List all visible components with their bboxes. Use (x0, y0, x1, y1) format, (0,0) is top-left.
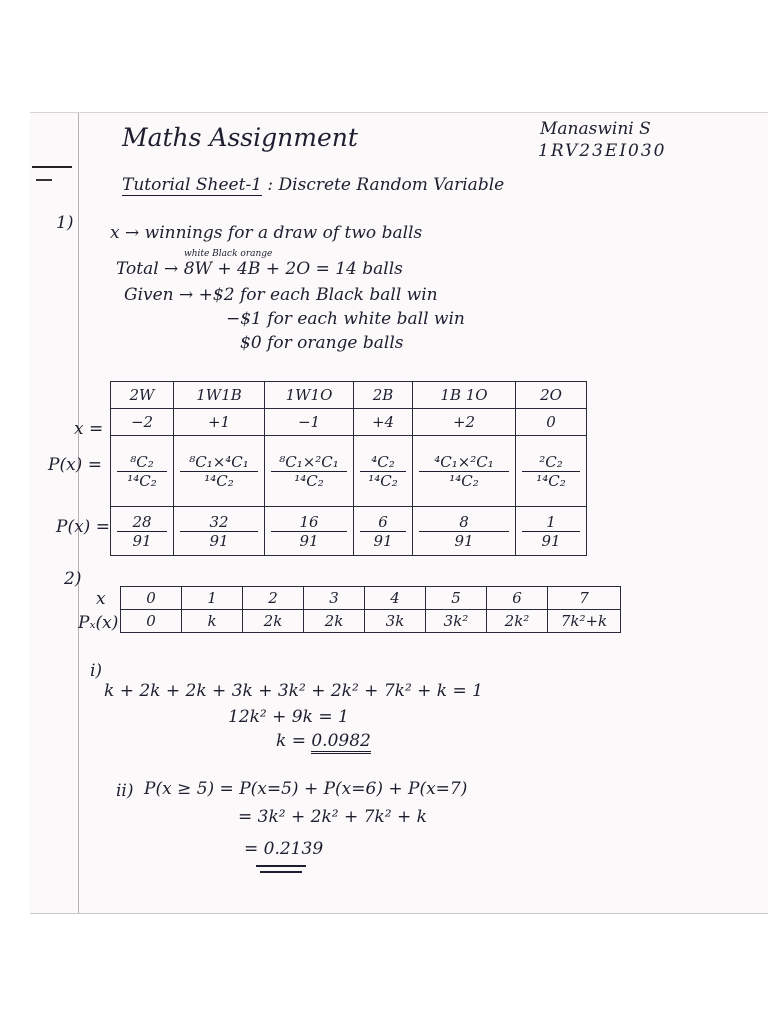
formula-numerator: ²C₂ (522, 453, 580, 472)
equation-substitution: = 3k² + 2k² + 7k² + k (238, 807, 427, 827)
x-value-cell: 0 (121, 587, 182, 610)
probability-denominator: 91 (454, 531, 474, 550)
probability-numerator: 8 (419, 513, 509, 532)
probability-cell (413, 507, 516, 556)
x-value-cell: 4 (365, 587, 426, 610)
probability-numerator: 16 (271, 513, 347, 532)
formula-denominator: ¹⁴C₂ (536, 471, 566, 490)
formula-denominator: ¹⁴C₂ (449, 471, 479, 490)
table-row (111, 382, 587, 409)
x-value-cell: 1 (182, 587, 243, 610)
outcome-cell: 1W1B (174, 382, 265, 409)
formula-numerator: ⁴C₂ (360, 453, 406, 472)
q1-given: Given → +$2 for each Black ball win (124, 285, 438, 305)
x-value-cell: 3 (304, 587, 365, 610)
q1-white-rule: −$1 for each white ball win (226, 309, 465, 329)
probability-cell (265, 507, 354, 556)
probability-denominator: 91 (373, 531, 393, 550)
probability-cell (111, 507, 174, 556)
q1-ball-colors-annotation: white Black orange (184, 249, 273, 259)
table-row (111, 409, 587, 436)
p-value-cell: 3k (365, 610, 426, 633)
notebook-page (30, 112, 768, 914)
x-value-cell: 7 (548, 587, 621, 610)
formula-cell (174, 436, 265, 507)
p-value-cell: 0 (121, 610, 182, 633)
formula-numerator: ⁸C₂ (117, 453, 167, 472)
formula-numerator: ⁴C₁×²C₁ (419, 453, 509, 472)
outcome-cell: 2B (354, 382, 413, 409)
result-underline (260, 871, 302, 873)
table-row (121, 587, 621, 610)
formula-numerator: ⁸C₁×⁴C₁ (180, 453, 258, 472)
q2-p-label: Pₓ(x) (78, 613, 119, 633)
formula-cell (354, 436, 413, 507)
margin-mark (32, 166, 72, 168)
outcome-probability-table (110, 381, 587, 556)
k-prefix: k = (276, 731, 306, 751)
x-value-cell: 0 (516, 409, 587, 436)
q2-x-label: x (96, 589, 106, 609)
p-value-cell: 2k (304, 610, 365, 633)
x-value-cell: +2 (413, 409, 516, 436)
formula-cell (265, 436, 354, 507)
equation-sum: k + 2k + 2k + 3k + 3k² + 2k² + 7k² + k = 1 (104, 681, 483, 701)
probability-numerator: 28 (117, 513, 167, 532)
p-value-cell: k (182, 610, 243, 633)
probability-cell (354, 507, 413, 556)
equation-probability: P(x ≥ 5) = P(x=5) + P(x=6) + P(x=7) (144, 779, 468, 799)
result-underline (256, 865, 306, 867)
table-row (111, 436, 587, 507)
sheet-topic: : Discrete Random Variable (267, 175, 505, 195)
probability-numerator: 1 (522, 513, 580, 532)
question-2-number: 2) (64, 569, 82, 589)
equation-k (276, 731, 371, 751)
sheet-name: Tutorial Sheet-1 (122, 175, 263, 195)
formula-cell (111, 436, 174, 507)
probability-denominator: 91 (541, 531, 561, 550)
x-value-cell: −2 (111, 409, 174, 436)
q1-definition: x → winnings for a draw of two balls (110, 223, 423, 243)
x-value-cell: 5 (426, 587, 487, 610)
equation-result (244, 839, 323, 859)
p-value-cell: 3k² (426, 610, 487, 633)
probability-numerator: 32 (180, 513, 258, 532)
q1-total: Total → 8W + 4B + 2O = 14 balls (116, 259, 403, 279)
formula-denominator: ¹⁴C₂ (204, 471, 234, 490)
formula-numerator: ⁸C₁×²C₁ (271, 453, 347, 472)
formula-denominator: ¹⁴C₂ (127, 471, 157, 490)
student-usn: 1RV23EI030 (538, 141, 667, 161)
margin-mark (36, 179, 52, 181)
formula-denominator: ¹⁴C₂ (294, 471, 324, 490)
p-value-cell: 7k²+k (548, 610, 621, 633)
part-i-label: i) (90, 661, 103, 681)
outcome-cell: 1B 1O (413, 382, 516, 409)
p-value-cell: 2k (243, 610, 304, 633)
outcome-cell: 1W1O (265, 382, 354, 409)
result-value: = 0.2139 (244, 839, 324, 859)
table-row (111, 507, 587, 556)
probability-cell (516, 507, 587, 556)
row-label-px-values: P(x) = (56, 517, 110, 537)
probability-numerator: 6 (360, 513, 406, 532)
x-value-cell: 2 (243, 587, 304, 610)
outcome-cell: 2O (516, 382, 587, 409)
probability-denominator: 91 (299, 531, 319, 550)
table-row (121, 610, 621, 633)
x-value-cell: +4 (354, 409, 413, 436)
formula-cell (413, 436, 516, 507)
probability-denominator: 91 (209, 531, 229, 550)
student-name: Manaswini S (540, 119, 651, 139)
x-value-cell: 6 (487, 587, 548, 610)
formula-denominator: ¹⁴C₂ (368, 471, 398, 490)
row-label-px: P(x) = (48, 455, 102, 475)
part-ii-label: ii) (116, 781, 134, 801)
question-1-number: 1) (56, 213, 74, 233)
x-value-cell: +1 (174, 409, 265, 436)
row-label-x: x = (74, 419, 104, 439)
formula-cell (516, 436, 587, 507)
equation-quadratic: 12k² + 9k = 1 (228, 707, 349, 727)
k-value: 0.0982 (311, 731, 370, 754)
p-value-cell: 2k² (487, 610, 548, 633)
probability-cell (174, 507, 265, 556)
probability-denominator: 91 (132, 531, 152, 550)
assignment-title: Maths Assignment (122, 123, 358, 152)
distribution-table (120, 586, 621, 633)
sheet-heading (122, 175, 504, 195)
margin-line (78, 113, 79, 913)
q1-orange-rule: $0 for orange balls (240, 333, 404, 353)
x-value-cell: −1 (265, 409, 354, 436)
outcome-cell: 2W (111, 382, 174, 409)
